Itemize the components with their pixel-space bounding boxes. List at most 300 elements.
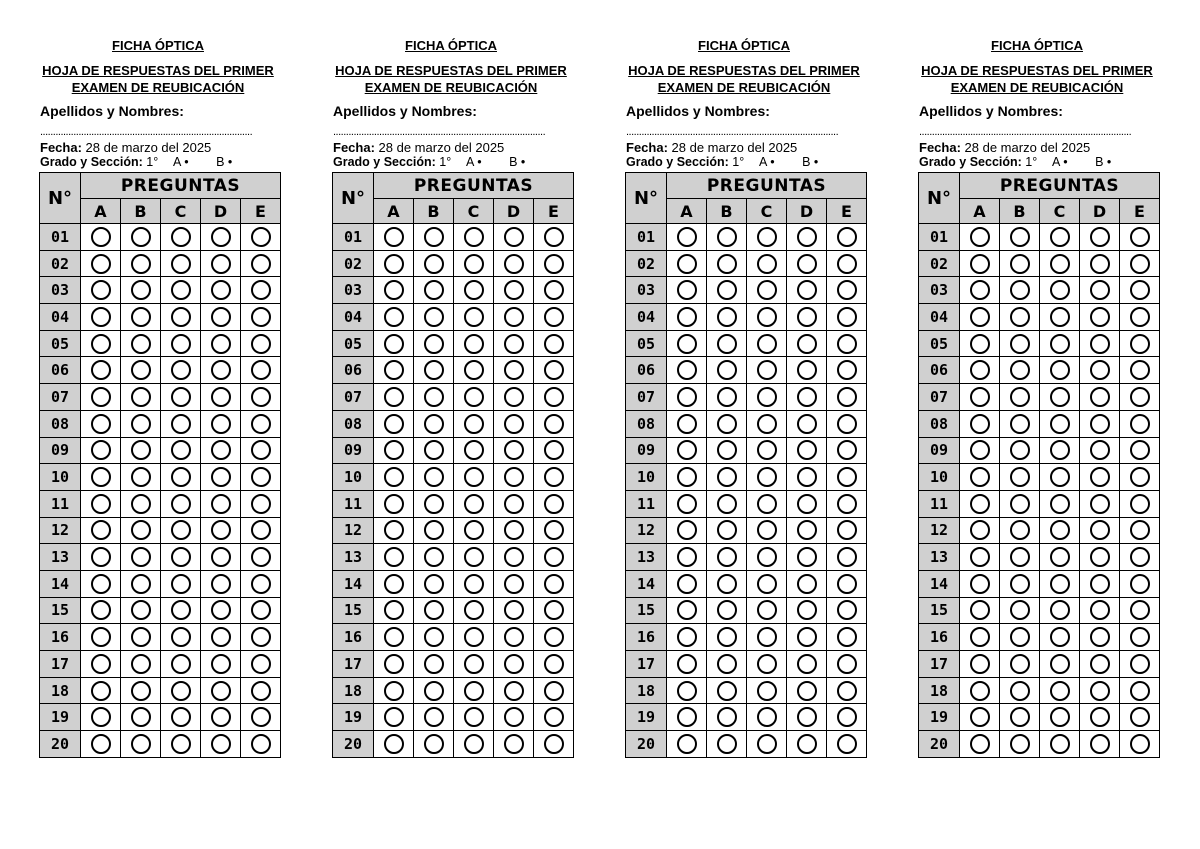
answer-bubble-a[interactable] [91,414,111,434]
answer-bubble-b[interactable] [424,520,444,540]
answer-bubble-a[interactable] [677,387,697,407]
answer-bubble-a[interactable] [677,280,697,300]
answer-bubble-a[interactable] [970,681,990,701]
answer-bubble-c[interactable] [171,734,191,754]
answer-bubble-a[interactable] [970,307,990,327]
answer-bubble-e[interactable] [251,414,271,434]
answer-bubble-a[interactable] [91,627,111,647]
answer-bubble-a[interactable] [384,307,404,327]
answer-bubble-c[interactable] [464,547,484,567]
name-field-dotted-line[interactable]: ................................................................................... [333,126,546,138]
answer-bubble-c[interactable] [464,440,484,460]
answer-bubble-a[interactable] [970,520,990,540]
answer-bubble-e[interactable] [251,600,271,620]
answer-bubble-b[interactable] [717,707,737,727]
answer-bubble-c[interactable] [757,227,777,247]
answer-bubble-c[interactable] [1050,360,1070,380]
answer-bubble-a[interactable] [677,254,697,274]
answer-bubble-b[interactable] [424,574,444,594]
answer-bubble-e[interactable] [837,227,857,247]
answer-bubble-b[interactable] [1010,307,1030,327]
answer-bubble-d[interactable] [211,414,231,434]
answer-bubble-b[interactable] [1010,734,1030,754]
answer-bubble-e[interactable] [251,360,271,380]
answer-bubble-d[interactable] [1090,387,1110,407]
answer-bubble-d[interactable] [504,254,524,274]
answer-bubble-b[interactable] [131,681,151,701]
answer-bubble-d[interactable] [797,707,817,727]
answer-bubble-c[interactable] [757,440,777,460]
answer-bubble-b[interactable] [424,387,444,407]
answer-bubble-c[interactable] [464,734,484,754]
answer-bubble-e[interactable] [544,574,564,594]
answer-bubble-e[interactable] [837,547,857,567]
answer-bubble-e[interactable] [251,227,271,247]
answer-bubble-c[interactable] [757,494,777,514]
answer-bubble-a[interactable] [677,627,697,647]
answer-bubble-c[interactable] [464,707,484,727]
answer-bubble-c[interactable] [171,360,191,380]
answer-bubble-c[interactable] [464,387,484,407]
section-a-dot[interactable]: • [184,155,189,169]
answer-bubble-b[interactable] [717,520,737,540]
answer-bubble-c[interactable] [1050,334,1070,354]
answer-bubble-c[interactable] [171,494,191,514]
answer-bubble-e[interactable] [1130,254,1150,274]
answer-bubble-e[interactable] [837,574,857,594]
answer-bubble-b[interactable] [1010,547,1030,567]
answer-bubble-b[interactable] [131,707,151,727]
answer-bubble-d[interactable] [211,734,231,754]
answer-bubble-b[interactable] [1010,494,1030,514]
answer-bubble-d[interactable] [211,494,231,514]
answer-bubble-a[interactable] [91,227,111,247]
answer-bubble-b[interactable] [1010,387,1030,407]
answer-bubble-c[interactable] [757,574,777,594]
answer-bubble-a[interactable] [677,494,697,514]
answer-bubble-c[interactable] [171,547,191,567]
answer-bubble-d[interactable] [504,574,524,594]
answer-bubble-b[interactable] [131,734,151,754]
answer-bubble-d[interactable] [211,520,231,540]
answer-bubble-d[interactable] [211,681,231,701]
answer-bubble-e[interactable] [1130,547,1150,567]
answer-bubble-c[interactable] [1050,307,1070,327]
answer-bubble-e[interactable] [544,307,564,327]
answer-bubble-e[interactable] [837,254,857,274]
answer-bubble-a[interactable] [384,547,404,567]
answer-bubble-e[interactable] [1130,654,1150,674]
answer-bubble-d[interactable] [797,227,817,247]
answer-bubble-d[interactable] [211,654,231,674]
answer-bubble-a[interactable] [970,360,990,380]
answer-bubble-b[interactable] [717,414,737,434]
answer-bubble-a[interactable] [384,494,404,514]
answer-bubble-b[interactable] [131,520,151,540]
answer-bubble-e[interactable] [544,414,564,434]
answer-bubble-c[interactable] [757,360,777,380]
answer-bubble-d[interactable] [211,600,231,620]
answer-bubble-b[interactable] [717,387,737,407]
answer-bubble-e[interactable] [837,467,857,487]
answer-bubble-a[interactable] [384,414,404,434]
answer-bubble-d[interactable] [1090,334,1110,354]
answer-bubble-a[interactable] [91,307,111,327]
answer-bubble-d[interactable] [1090,654,1110,674]
answer-bubble-d[interactable] [1090,467,1110,487]
answer-bubble-a[interactable] [970,254,990,274]
answer-bubble-e[interactable] [1130,280,1150,300]
answer-bubble-a[interactable] [384,334,404,354]
answer-bubble-a[interactable] [970,494,990,514]
answer-bubble-a[interactable] [91,574,111,594]
answer-bubble-b[interactable] [717,254,737,274]
answer-bubble-c[interactable] [464,600,484,620]
answer-bubble-b[interactable] [1010,280,1030,300]
answer-bubble-d[interactable] [1090,280,1110,300]
answer-bubble-a[interactable] [970,707,990,727]
answer-bubble-c[interactable] [464,654,484,674]
answer-bubble-c[interactable] [1050,707,1070,727]
answer-bubble-e[interactable] [251,547,271,567]
answer-bubble-d[interactable] [797,334,817,354]
answer-bubble-d[interactable] [797,681,817,701]
answer-bubble-b[interactable] [131,627,151,647]
answer-bubble-d[interactable] [211,627,231,647]
answer-bubble-a[interactable] [970,654,990,674]
answer-bubble-e[interactable] [1130,334,1150,354]
answer-bubble-e[interactable] [837,681,857,701]
answer-bubble-b[interactable] [131,574,151,594]
answer-bubble-a[interactable] [384,681,404,701]
answer-bubble-c[interactable] [757,681,777,701]
answer-bubble-d[interactable] [797,387,817,407]
answer-bubble-c[interactable] [464,574,484,594]
answer-bubble-a[interactable] [384,360,404,380]
answer-bubble-b[interactable] [717,467,737,487]
answer-bubble-a[interactable] [384,627,404,647]
answer-bubble-a[interactable] [970,734,990,754]
answer-bubble-c[interactable] [464,681,484,701]
answer-bubble-a[interactable] [91,280,111,300]
answer-bubble-b[interactable] [424,600,444,620]
answer-bubble-b[interactable] [717,494,737,514]
answer-bubble-e[interactable] [837,627,857,647]
answer-bubble-b[interactable] [131,494,151,514]
answer-bubble-b[interactable] [131,440,151,460]
answer-bubble-e[interactable] [837,734,857,754]
answer-bubble-d[interactable] [504,734,524,754]
answer-bubble-d[interactable] [797,307,817,327]
answer-bubble-e[interactable] [251,307,271,327]
answer-bubble-b[interactable] [1010,654,1030,674]
answer-bubble-c[interactable] [757,280,777,300]
answer-bubble-e[interactable] [837,440,857,460]
answer-bubble-b[interactable] [131,307,151,327]
answer-bubble-b[interactable] [1010,414,1030,434]
answer-bubble-a[interactable] [970,334,990,354]
answer-bubble-c[interactable] [1050,547,1070,567]
answer-bubble-d[interactable] [504,360,524,380]
answer-bubble-b[interactable] [1010,681,1030,701]
answer-bubble-e[interactable] [251,280,271,300]
answer-bubble-d[interactable] [504,654,524,674]
answer-bubble-a[interactable] [91,547,111,567]
answer-bubble-b[interactable] [717,734,737,754]
answer-bubble-a[interactable] [384,520,404,540]
answer-bubble-d[interactable] [211,334,231,354]
answer-bubble-a[interactable] [91,707,111,727]
answer-bubble-d[interactable] [1090,707,1110,727]
answer-bubble-b[interactable] [131,547,151,567]
answer-bubble-b[interactable] [717,280,737,300]
answer-bubble-a[interactable] [970,574,990,594]
answer-bubble-c[interactable] [757,627,777,647]
answer-bubble-d[interactable] [504,334,524,354]
answer-bubble-b[interactable] [1010,254,1030,274]
answer-bubble-d[interactable] [211,227,231,247]
answer-bubble-b[interactable] [717,440,737,460]
answer-bubble-e[interactable] [251,387,271,407]
answer-bubble-d[interactable] [797,360,817,380]
answer-bubble-e[interactable] [251,707,271,727]
answer-bubble-e[interactable] [837,414,857,434]
answer-bubble-c[interactable] [1050,627,1070,647]
answer-bubble-a[interactable] [970,280,990,300]
answer-bubble-a[interactable] [677,334,697,354]
answer-bubble-c[interactable] [171,440,191,460]
answer-bubble-b[interactable] [424,654,444,674]
answer-bubble-c[interactable] [757,707,777,727]
answer-bubble-d[interactable] [797,734,817,754]
answer-bubble-e[interactable] [251,574,271,594]
section-a-dot[interactable]: • [1063,155,1068,169]
answer-bubble-c[interactable] [171,227,191,247]
section-b-dot[interactable]: • [227,155,233,169]
answer-bubble-c[interactable] [1050,387,1070,407]
answer-bubble-e[interactable] [1130,734,1150,754]
answer-bubble-d[interactable] [1090,520,1110,540]
answer-bubble-b[interactable] [424,280,444,300]
answer-bubble-d[interactable] [504,520,524,540]
answer-bubble-c[interactable] [464,334,484,354]
answer-bubble-d[interactable] [211,707,231,727]
answer-bubble-d[interactable] [504,307,524,327]
answer-bubble-d[interactable] [797,627,817,647]
answer-bubble-e[interactable] [837,654,857,674]
answer-bubble-d[interactable] [1090,681,1110,701]
answer-bubble-c[interactable] [171,414,191,434]
answer-bubble-c[interactable] [1050,681,1070,701]
answer-bubble-e[interactable] [837,520,857,540]
answer-bubble-e[interactable] [1130,467,1150,487]
answer-bubble-d[interactable] [504,467,524,487]
answer-bubble-b[interactable] [717,681,737,701]
answer-bubble-e[interactable] [1130,494,1150,514]
answer-bubble-d[interactable] [504,494,524,514]
answer-bubble-b[interactable] [131,654,151,674]
section-b-dot[interactable]: • [520,155,526,169]
answer-bubble-c[interactable] [464,520,484,540]
answer-bubble-c[interactable] [171,707,191,727]
answer-bubble-d[interactable] [797,440,817,460]
answer-bubble-c[interactable] [171,654,191,674]
answer-bubble-e[interactable] [837,600,857,620]
answer-bubble-b[interactable] [131,467,151,487]
answer-bubble-b[interactable] [717,360,737,380]
answer-bubble-d[interactable] [1090,227,1110,247]
answer-bubble-c[interactable] [1050,494,1070,514]
answer-bubble-c[interactable] [171,574,191,594]
answer-bubble-a[interactable] [91,360,111,380]
answer-bubble-d[interactable] [797,494,817,514]
answer-bubble-e[interactable] [837,280,857,300]
answer-bubble-e[interactable] [1130,574,1150,594]
answer-bubble-a[interactable] [677,307,697,327]
answer-bubble-e[interactable] [1130,307,1150,327]
answer-bubble-a[interactable] [91,681,111,701]
answer-bubble-d[interactable] [797,574,817,594]
answer-bubble-c[interactable] [464,414,484,434]
answer-bubble-e[interactable] [544,707,564,727]
answer-bubble-e[interactable] [251,254,271,274]
answer-bubble-a[interactable] [970,440,990,460]
answer-bubble-d[interactable] [1090,574,1110,594]
answer-bubble-e[interactable] [544,627,564,647]
answer-bubble-e[interactable] [1130,360,1150,380]
answer-bubble-d[interactable] [211,574,231,594]
answer-bubble-c[interactable] [1050,280,1070,300]
answer-bubble-c[interactable] [1050,414,1070,434]
answer-bubble-e[interactable] [544,334,564,354]
answer-bubble-a[interactable] [384,440,404,460]
answer-bubble-b[interactable] [1010,440,1030,460]
answer-bubble-b[interactable] [1010,707,1030,727]
answer-bubble-d[interactable] [211,467,231,487]
answer-bubble-b[interactable] [424,681,444,701]
answer-bubble-c[interactable] [464,280,484,300]
answer-bubble-a[interactable] [677,467,697,487]
answer-bubble-e[interactable] [837,360,857,380]
answer-bubble-c[interactable] [464,254,484,274]
answer-bubble-a[interactable] [384,227,404,247]
answer-bubble-a[interactable] [91,494,111,514]
answer-bubble-b[interactable] [717,627,737,647]
answer-bubble-a[interactable] [384,254,404,274]
answer-bubble-a[interactable] [970,387,990,407]
answer-bubble-e[interactable] [837,307,857,327]
answer-bubble-d[interactable] [1090,254,1110,274]
answer-bubble-a[interactable] [970,227,990,247]
answer-bubble-b[interactable] [424,254,444,274]
answer-bubble-c[interactable] [757,254,777,274]
answer-bubble-b[interactable] [131,280,151,300]
answer-bubble-c[interactable] [1050,600,1070,620]
answer-bubble-e[interactable] [1130,387,1150,407]
answer-bubble-c[interactable] [1050,654,1070,674]
section-a-dot[interactable]: • [477,155,482,169]
answer-bubble-b[interactable] [424,334,444,354]
answer-bubble-e[interactable] [544,440,564,460]
answer-bubble-e[interactable] [544,467,564,487]
section-a-dot[interactable]: • [770,155,775,169]
answer-bubble-a[interactable] [677,414,697,434]
answer-bubble-d[interactable] [1090,600,1110,620]
answer-bubble-d[interactable] [797,547,817,567]
answer-bubble-e[interactable] [544,387,564,407]
answer-bubble-b[interactable] [131,414,151,434]
answer-bubble-d[interactable] [504,414,524,434]
answer-bubble-c[interactable] [1050,734,1070,754]
answer-bubble-e[interactable] [837,334,857,354]
answer-bubble-c[interactable] [1050,520,1070,540]
answer-bubble-c[interactable] [757,334,777,354]
answer-bubble-c[interactable] [757,414,777,434]
answer-bubble-e[interactable] [251,681,271,701]
answer-bubble-e[interactable] [251,627,271,647]
answer-bubble-b[interactable] [1010,574,1030,594]
answer-bubble-a[interactable] [677,600,697,620]
answer-bubble-d[interactable] [797,654,817,674]
answer-bubble-b[interactable] [717,307,737,327]
answer-bubble-b[interactable] [131,334,151,354]
answer-bubble-b[interactable] [1010,627,1030,647]
answer-bubble-b[interactable] [424,414,444,434]
answer-bubble-e[interactable] [544,227,564,247]
answer-bubble-c[interactable] [1050,440,1070,460]
answer-bubble-a[interactable] [384,280,404,300]
answer-bubble-b[interactable] [424,307,444,327]
answer-bubble-e[interactable] [544,600,564,620]
answer-bubble-c[interactable] [464,307,484,327]
answer-bubble-c[interactable] [171,387,191,407]
answer-bubble-d[interactable] [797,600,817,620]
answer-bubble-a[interactable] [384,600,404,620]
answer-bubble-b[interactable] [131,387,151,407]
answer-bubble-d[interactable] [797,254,817,274]
answer-bubble-a[interactable] [970,600,990,620]
answer-bubble-c[interactable] [464,360,484,380]
answer-bubble-b[interactable] [1010,467,1030,487]
answer-bubble-e[interactable] [251,520,271,540]
answer-bubble-d[interactable] [1090,414,1110,434]
answer-bubble-c[interactable] [171,280,191,300]
answer-bubble-c[interactable] [757,307,777,327]
answer-bubble-d[interactable] [211,440,231,460]
answer-bubble-d[interactable] [1090,734,1110,754]
answer-bubble-b[interactable] [424,627,444,647]
answer-bubble-e[interactable] [837,494,857,514]
answer-bubble-e[interactable] [251,440,271,460]
answer-bubble-b[interactable] [424,707,444,727]
answer-bubble-e[interactable] [251,734,271,754]
answer-bubble-d[interactable] [504,627,524,647]
answer-bubble-e[interactable] [1130,414,1150,434]
answer-bubble-a[interactable] [91,467,111,487]
answer-bubble-b[interactable] [424,360,444,380]
answer-bubble-b[interactable] [1010,520,1030,540]
answer-bubble-b[interactable] [1010,227,1030,247]
answer-bubble-a[interactable] [970,627,990,647]
answer-bubble-d[interactable] [504,440,524,460]
answer-bubble-d[interactable] [504,387,524,407]
answer-bubble-a[interactable] [91,387,111,407]
answer-bubble-a[interactable] [677,681,697,701]
answer-bubble-e[interactable] [251,334,271,354]
answer-bubble-c[interactable] [757,467,777,487]
answer-bubble-e[interactable] [544,254,564,274]
answer-bubble-e[interactable] [1130,600,1150,620]
